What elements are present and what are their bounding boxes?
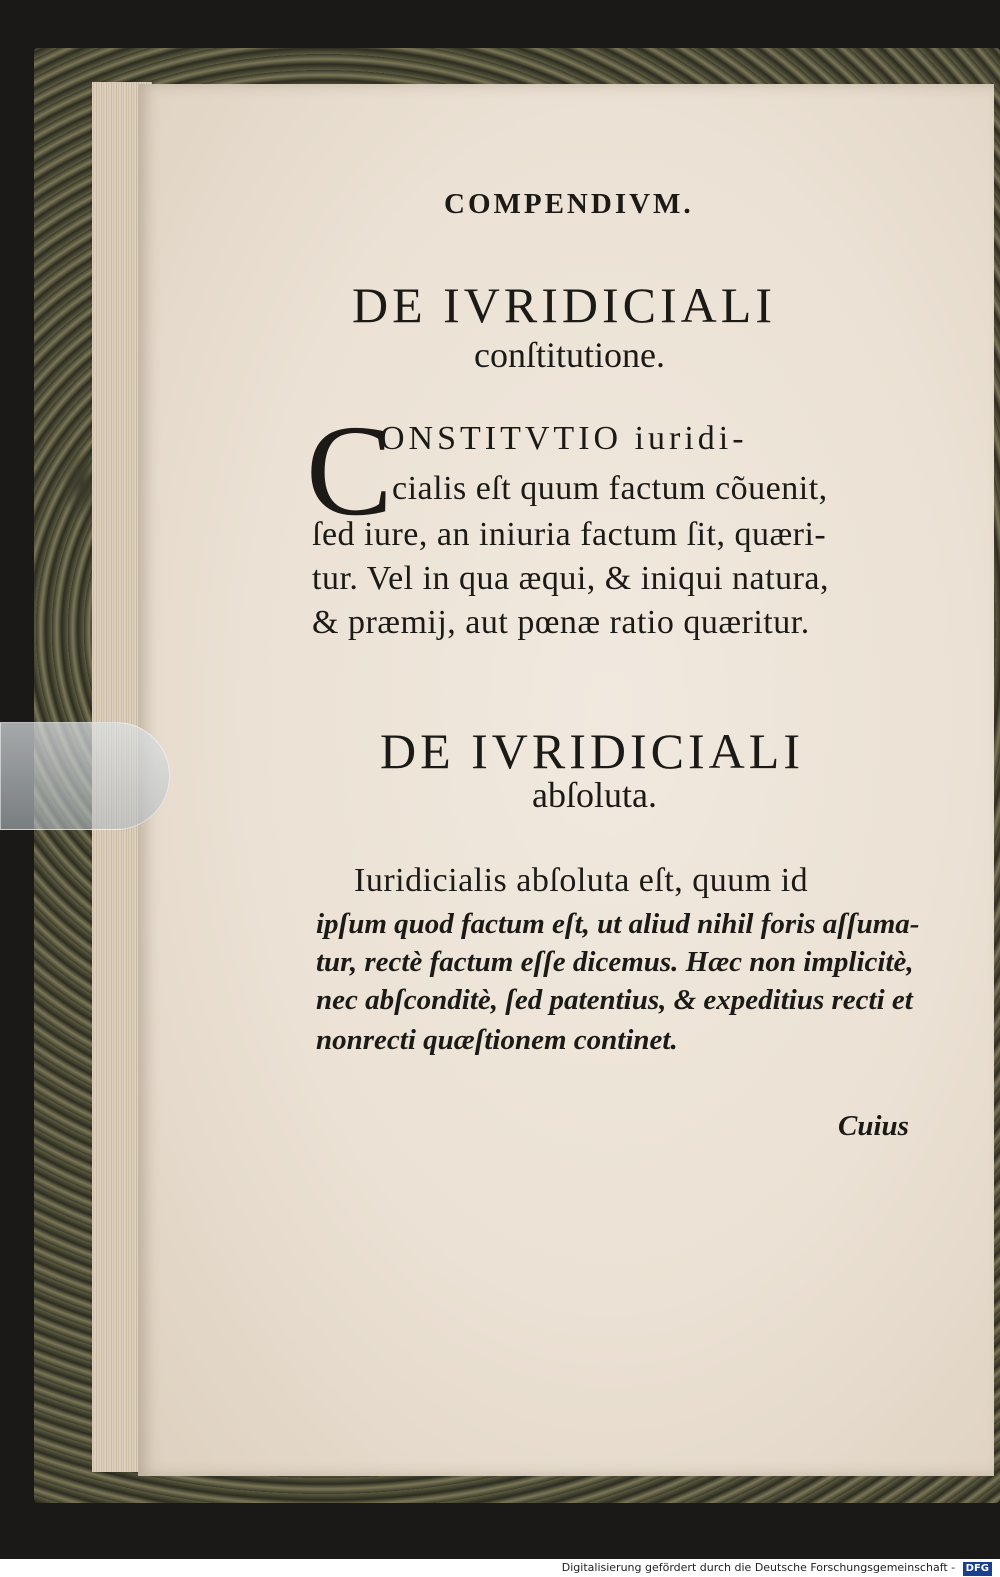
para1-line-4: tur. Vel in qua æqui, & iniqui natura, <box>312 560 829 597</box>
running-head: COMPENDIVM. <box>444 188 694 220</box>
para1-line-2: cialis eſt quum factum cõuenit, <box>392 470 828 507</box>
para2-italic-line-4: nonrecti quæſtionem continet. <box>316 1024 678 1056</box>
drop-cap: C <box>306 399 393 543</box>
footer-bar <box>0 1559 1000 1577</box>
para2-italic-line-2: tur, rectè factum eſſe dicemus. Hæc non implicitè, <box>316 946 914 978</box>
subheading-1: conſtitutione. <box>474 335 665 375</box>
footer-text: Digitalisierung gefördert durch die Deutsche Forschungsgemeinschaft - <box>561 1561 956 1574</box>
para1-line-5: & præmij, aut pœnæ ratio quæritur. <box>312 604 810 641</box>
heading-2: DE IVRIDICIALI <box>380 723 804 779</box>
heading-1: DE IVRIDICIALI <box>352 277 776 333</box>
dfg-logo: DFG <box>963 1562 992 1576</box>
subheading-2: abſoluta. <box>532 775 657 815</box>
catchword: Cuius <box>838 1110 909 1142</box>
para2-line-1: Iuridicialis abſoluta eſt, quum id <box>354 862 809 899</box>
para2-italic-line-1: ipſum quod factum eſt, ut aliud nihil foris aſſuma- <box>316 908 920 940</box>
page-clip <box>0 722 170 830</box>
para2-italic-line-3: nec abſconditè, ſed patentius, & expeditius recti et <box>316 984 913 1016</box>
para1-line-3: ſed iure, an iniuria factum ſit, quæri- <box>312 516 827 553</box>
para1-line-1: ONSTITVTIO iuridi- <box>380 420 748 457</box>
